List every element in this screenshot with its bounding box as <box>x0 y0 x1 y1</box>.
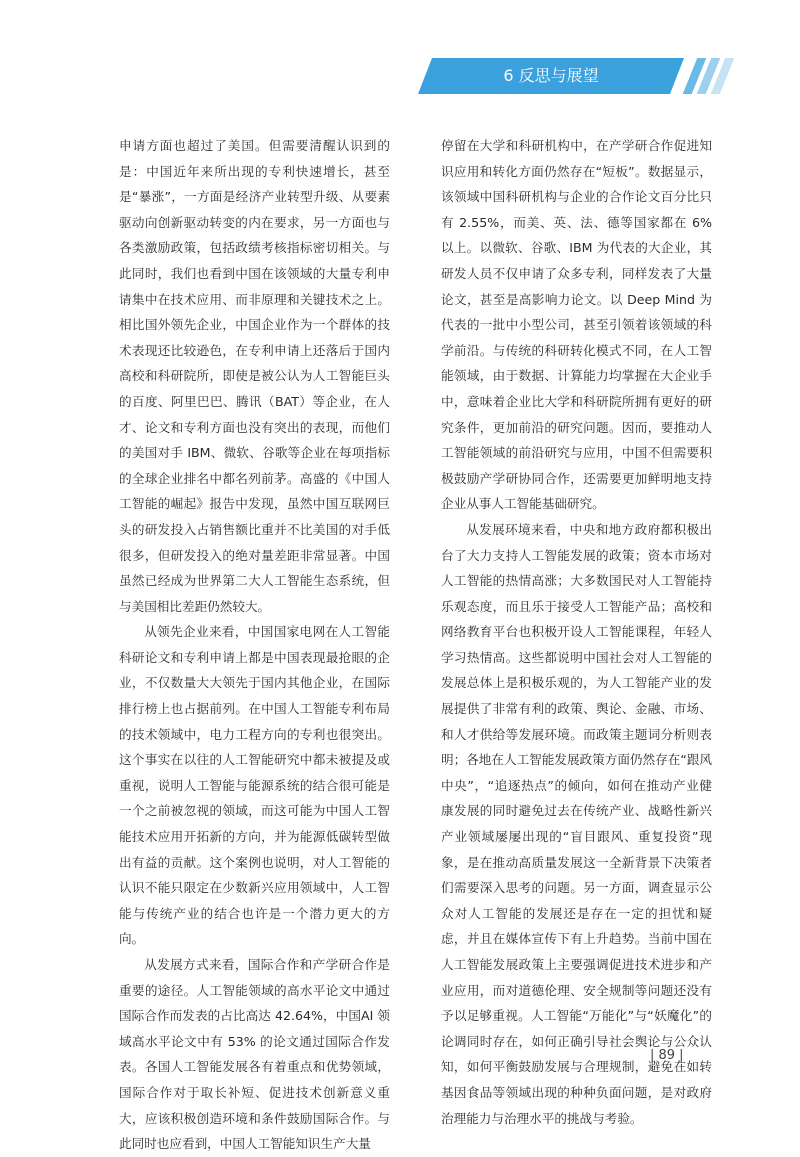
body-paragraph: 从发展方式来看，国际合作和产学研合作是重要的途径。人工智能领域的高水平论文中通过国际合作而发表的占比高达 42.64%，中国AI 领域高水平论文中有 53% 的论文通过国际合作发表。各国人工智能发展各有着重点和优势领域，国际合作对于取长补短、促进技术创新意义重大，应该积极创造环境和条件鼓励国际合作。与此同时也应看到，中国人工智能知识生产大量 <box>119 957 390 1152</box>
chapter-title: 6 反思与展望 <box>503 66 599 85</box>
body-paragraph: 从领先企业来看，中国国家电网在人工智能科研论文和专利申请上都是中国表现最抢眼的企业，不仅数量大大领先于国内其他企业，在国际排行榜上也占据前列。在中国人工智能专利布局的技术领域中，电力工程方向的专利也很突出。这个事实在以往的人工智能研究中都未被提及或重视，说明人工智能与能源系统的结合很可能是一个之前被忽视的领域，而这可能为中国人工智能技术应用开拓新的方向，并为能源低碳转型做出有益的贡献。这个案例也说明，对人工智能的认识不能只限定在少数新兴应用领域中，人工智能与传统产业的结合也许是一个潜力更大的方向。 <box>119 624 390 947</box>
body-paragraph: 停留在大学和科研机构中，在产学研合作促进知识应用和转化方面仍然存在“短板”。数据显示，该领域中国科研机构与企业的合作论文百分比只有 2.55%，而美、英、法、德等国家都在 6% 以上。以微软、谷歌、IBM 为代表的大企业，其研发人员不仅申请了众多专利，同样发表了大量论文，甚至是高影响力论文。以 Deep Mind 为代表的一批中小型公司，甚至引领着该领域的科学前沿。与传统的科研转化模式不同，在人工智能领域，由于数据、计算能力均掌握在大企业手中，意味着企业比大学和科研院所拥有更好的研究条件，更加前沿的研究问题。因而，要推动人工智能领域的前沿研究与应用，中国不但需要积极鼓励产学研协同合作，还需要更加鲜明地支持企业从事人工智能基础研究。 <box>441 138 712 512</box>
right-text-column <box>441 133 712 1131</box>
page-number: | 89 | <box>650 1048 684 1063</box>
left-text-column <box>119 133 390 1157</box>
body-paragraph: 申请方面也超过了美国。但需要清醒认识到的是：中国近年来所出现的专利快速增长，甚至是“暴涨”，一方面是经济产业转型升级、从要素驱动向创新驱动转变的内在要求，另一方面也与各类激励政策，包括政绩考核指标密切相关。与此同时，我们也看到中国在该领域的大量专利申请集中在技术应用、而非原理和关键技术之上。相比国外领先企业，中国企业作为一个群体的技术表现还比较逊色，在专利申请上还落后于国内高校和科研院所，即使是被公认为人工智能巨头的百度、阿里巴巴、腾讯（BAT）等企业，在人才、论文和专利方面也没有突出的表现，而他们的美国对手 IBM、微软、谷歌等企业在每项指标的全球企业排名中都名列前茅。高盛的《中国人工智能的崛起》报告中发现，虽然中国互联网巨头的研发投入占销售额比重并不比美国的对手低很多，但研发投入的绝对量差距非常显著。中国虽然已经成为世界第二大人工智能生态系统，但与美国相比差距仍然较大。 <box>119 138 390 614</box>
body-paragraph: 从发展环境来看，中央和地方政府都积极出台了大力支持人工智能发展的政策；资本市场对人工智能的热情高涨；大多数国民对人工智能持乐观态度，而且乐于接受人工智能产品；高校和网络教育平台也积极开设人工智能课程，年轻人学习热情高。这些都说明中国社会对人工智能的发展总体上是积极乐观的，为人工智能产业的发展提供了非常有利的政策、舆论、金融、市场、和人才供给等发展环境。而政策主题词分析则表明；各地在人工智能发展政策方面仍然存在“跟风中央”，“追逐热点”的倾向，如何在推动产业健康发展的同时避免过去在传统产业、战略性新兴产业领域屡屡出现的“盲目跟风、重复投资”现象，是在推动高质量发展这一全新背景下决策者们需要深入思考的问题。另一方面，调查显示公众对人工智能的发展还是存在一定的担忧和疑虑，并且在媒体宣传下有上升趋势。当前中国在人工智能发展政策上主要强调促进技术进步和产业应用，而对道德伦理、安全规制等问题还没有予以足够重视。人工智能“万能化”与“妖魔化”的论调同时存在，如何正确引导社会舆论与公众认知，如何平衡鼓励发展与合理规制，避免在如转基因食品等领域出现的种种负面问题，是对政府治理能力与治理水平的挑战与考验。 <box>441 521 712 1126</box>
